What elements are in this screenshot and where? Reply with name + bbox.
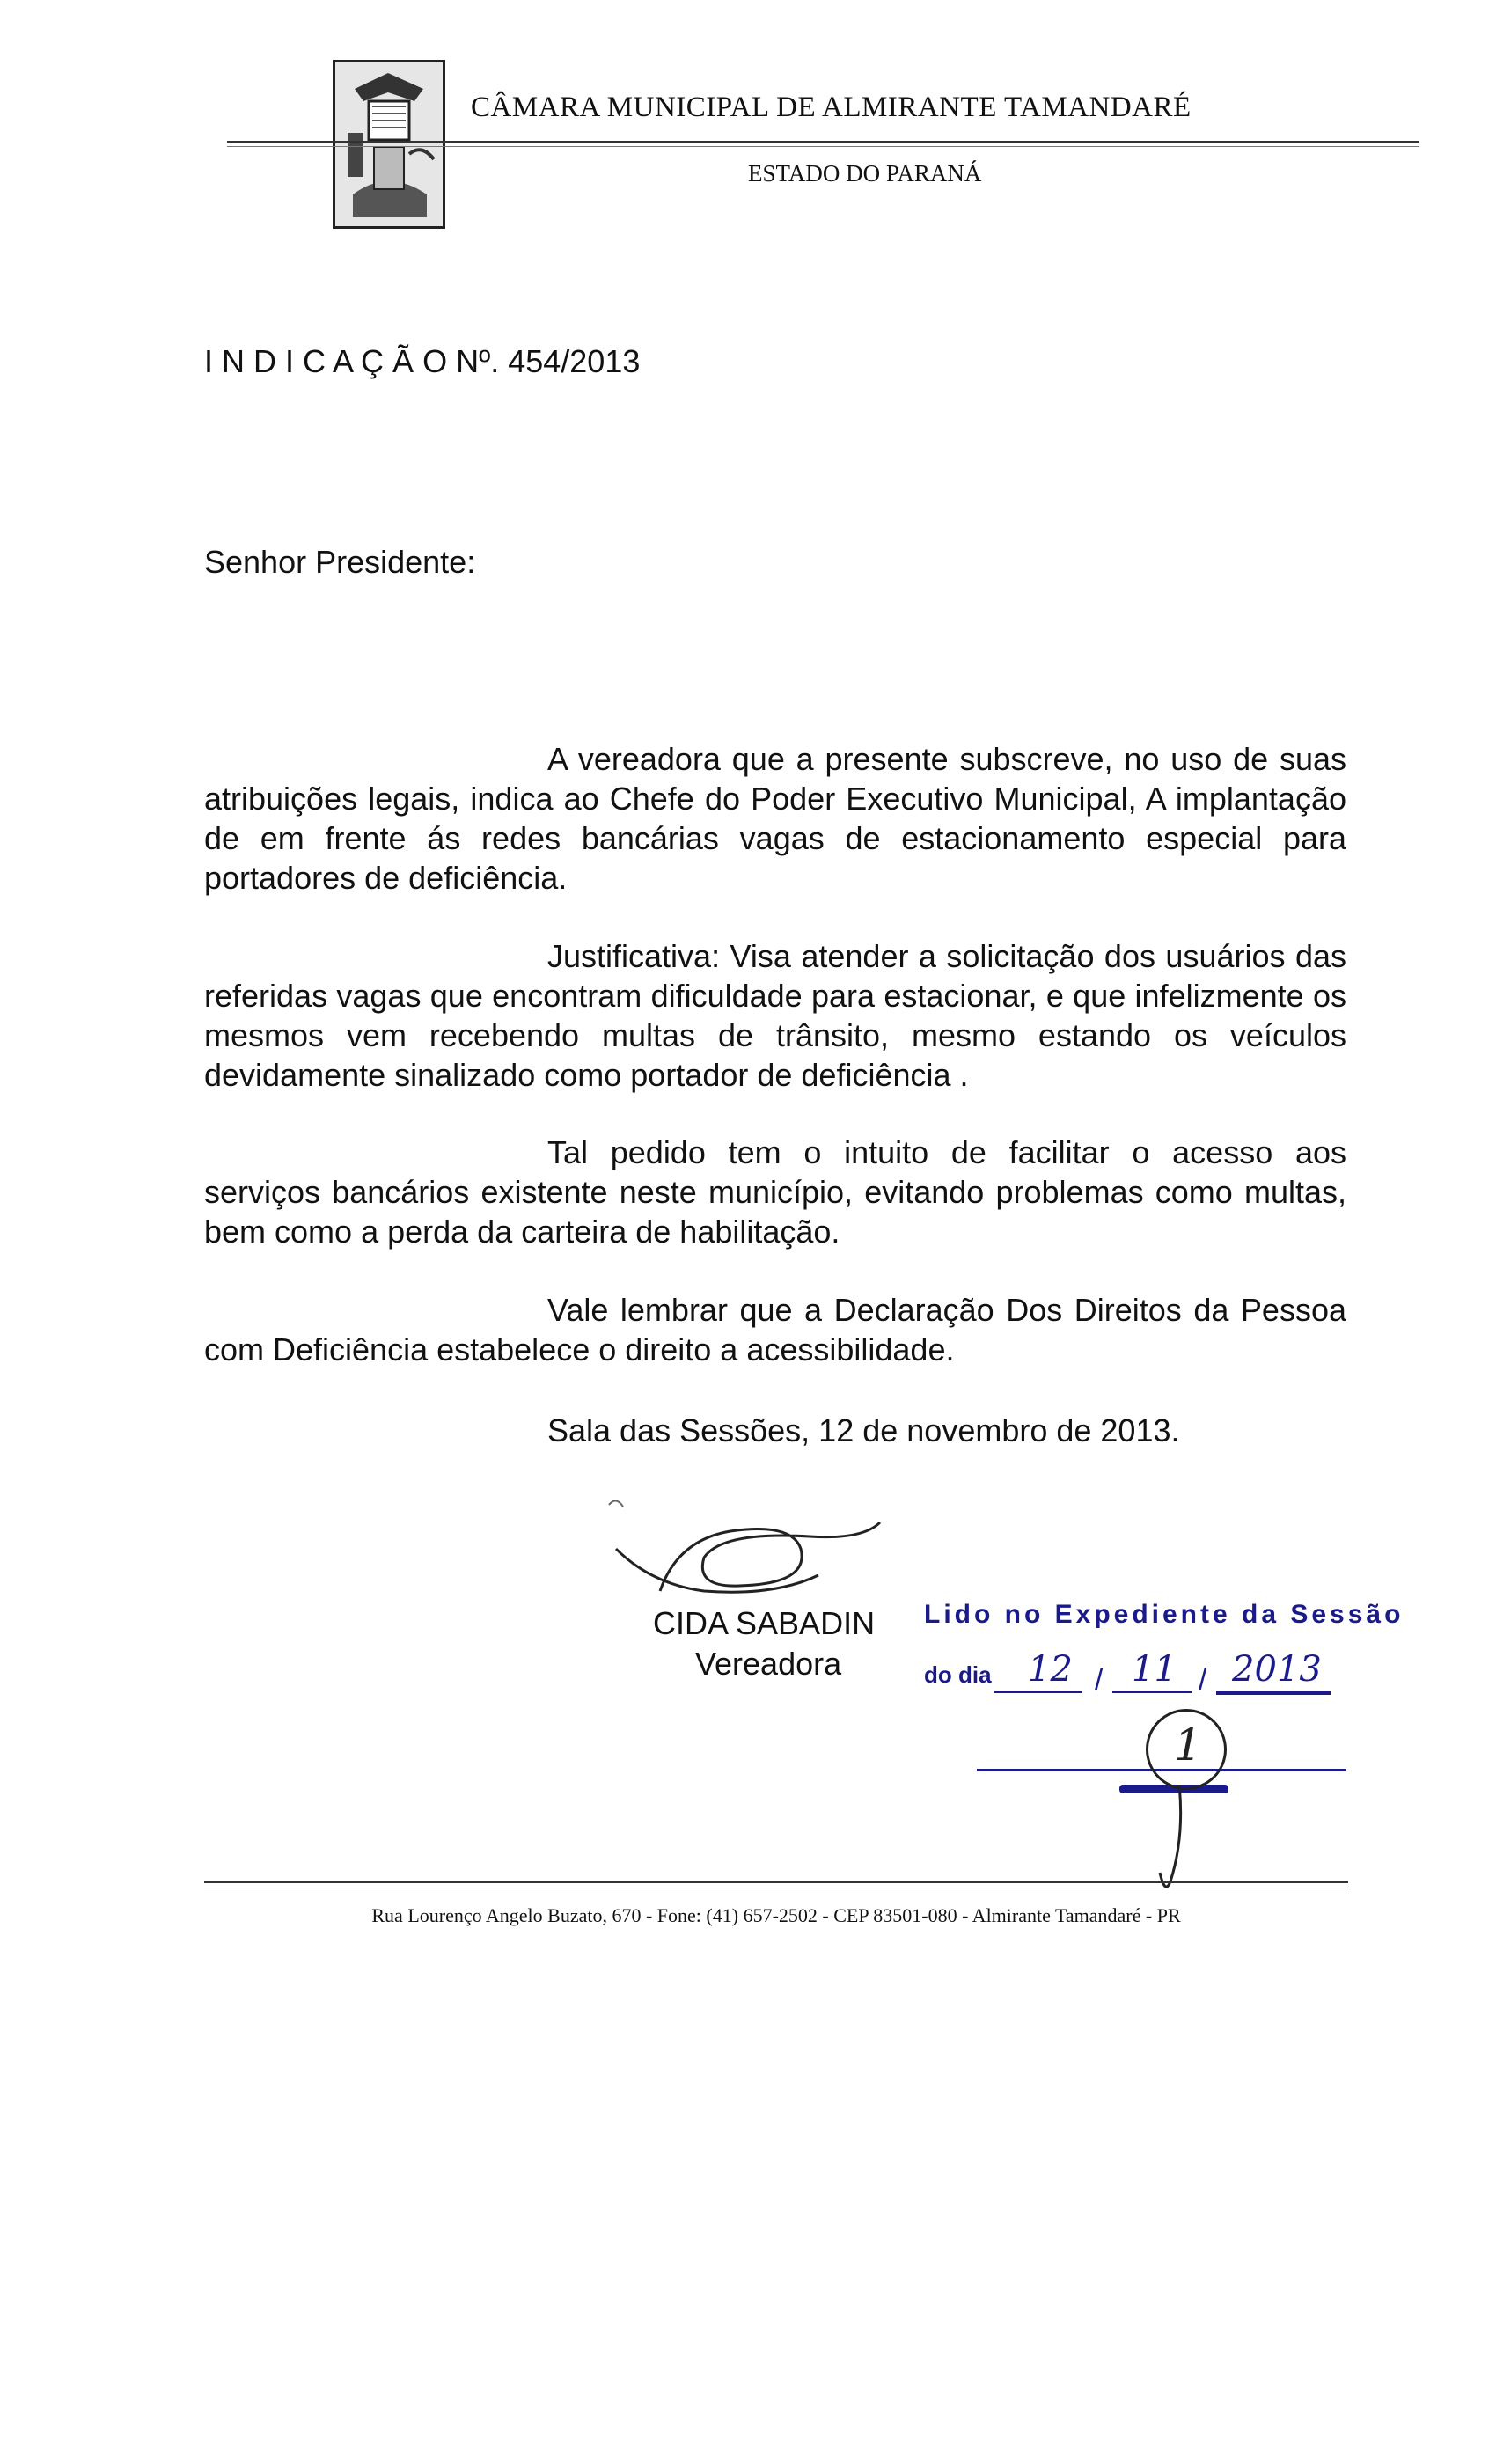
state-name: ESTADO DO PARANÁ	[748, 160, 982, 187]
stamp-month: 11	[1132, 1649, 1177, 1690]
paragraph-declaration: Vale lembrar que a Declaração Dos Direitos da Pessoa com Deficiência estabelece o direito a acessibilidade.	[204, 1292, 1346, 1368]
signer-role: Vereadora	[695, 1646, 842, 1682]
footer-address: Rua Lourenço Angelo Buzato, 670 - Fone: (41) 657-2502 - CEP 83501-080 - Almirante Tamandaré - PR	[371, 1904, 1181, 1926]
paragraph-indication: A vereadora que a presente subscreve, no uso de suas atribuições legais, indica ao Chefe do Poder Executivo Municipal, A implantação de em frente ás redes bancárias vagas de estacionamento especial para portadores de deficiência.	[204, 741, 1346, 896]
stamp-number: 1	[1174, 1720, 1202, 1771]
paragraph-purpose: Tal pedido tem o intuito de facilitar o acesso aos serviços bancários existente neste município, evitando problemas como multas, bem como a perda da carteira de habilitação.	[204, 1134, 1346, 1250]
institution-name: CÂMARA MUNICIPAL DE ALMIRANTE TAMANDARÉ	[471, 92, 1192, 123]
paragraph-justification: Justificativa: Visa atender a solicitação dos usuários das referidas vagas que encontram dificuldade para estacionar, e que infelizmente os mesmos vem recebendo multas de trânsito, mesmo estando os veículos devidamente sinalizado como portador de deficiência .	[204, 938, 1346, 1093]
stamp-day: 12	[1028, 1649, 1073, 1690]
document-title: I N D I C A Ç Ã O Nº. 454/2013	[204, 343, 641, 379]
signer-name: CIDA SABADIN	[653, 1605, 876, 1641]
salutation: Senhor Presidente:	[204, 544, 476, 580]
date-line: Sala das Sessões, 12 de novembro de 2013.	[547, 1412, 1180, 1448]
stamp-year: 2013	[1232, 1649, 1322, 1690]
stamp-heading: Lido no Expediente da Sessão	[924, 1600, 1404, 1629]
stamp-day-prefix: do dia	[924, 1661, 992, 1688]
coat-of-arms-logo	[333, 60, 445, 229]
protocol-stamp: Lido no Expediente da Sessão do dia 12 / 11 / 2013 1	[924, 1600, 1417, 1899]
handwritten-signature	[598, 1487, 915, 1610]
coat-of-arms-icon	[335, 62, 443, 226]
